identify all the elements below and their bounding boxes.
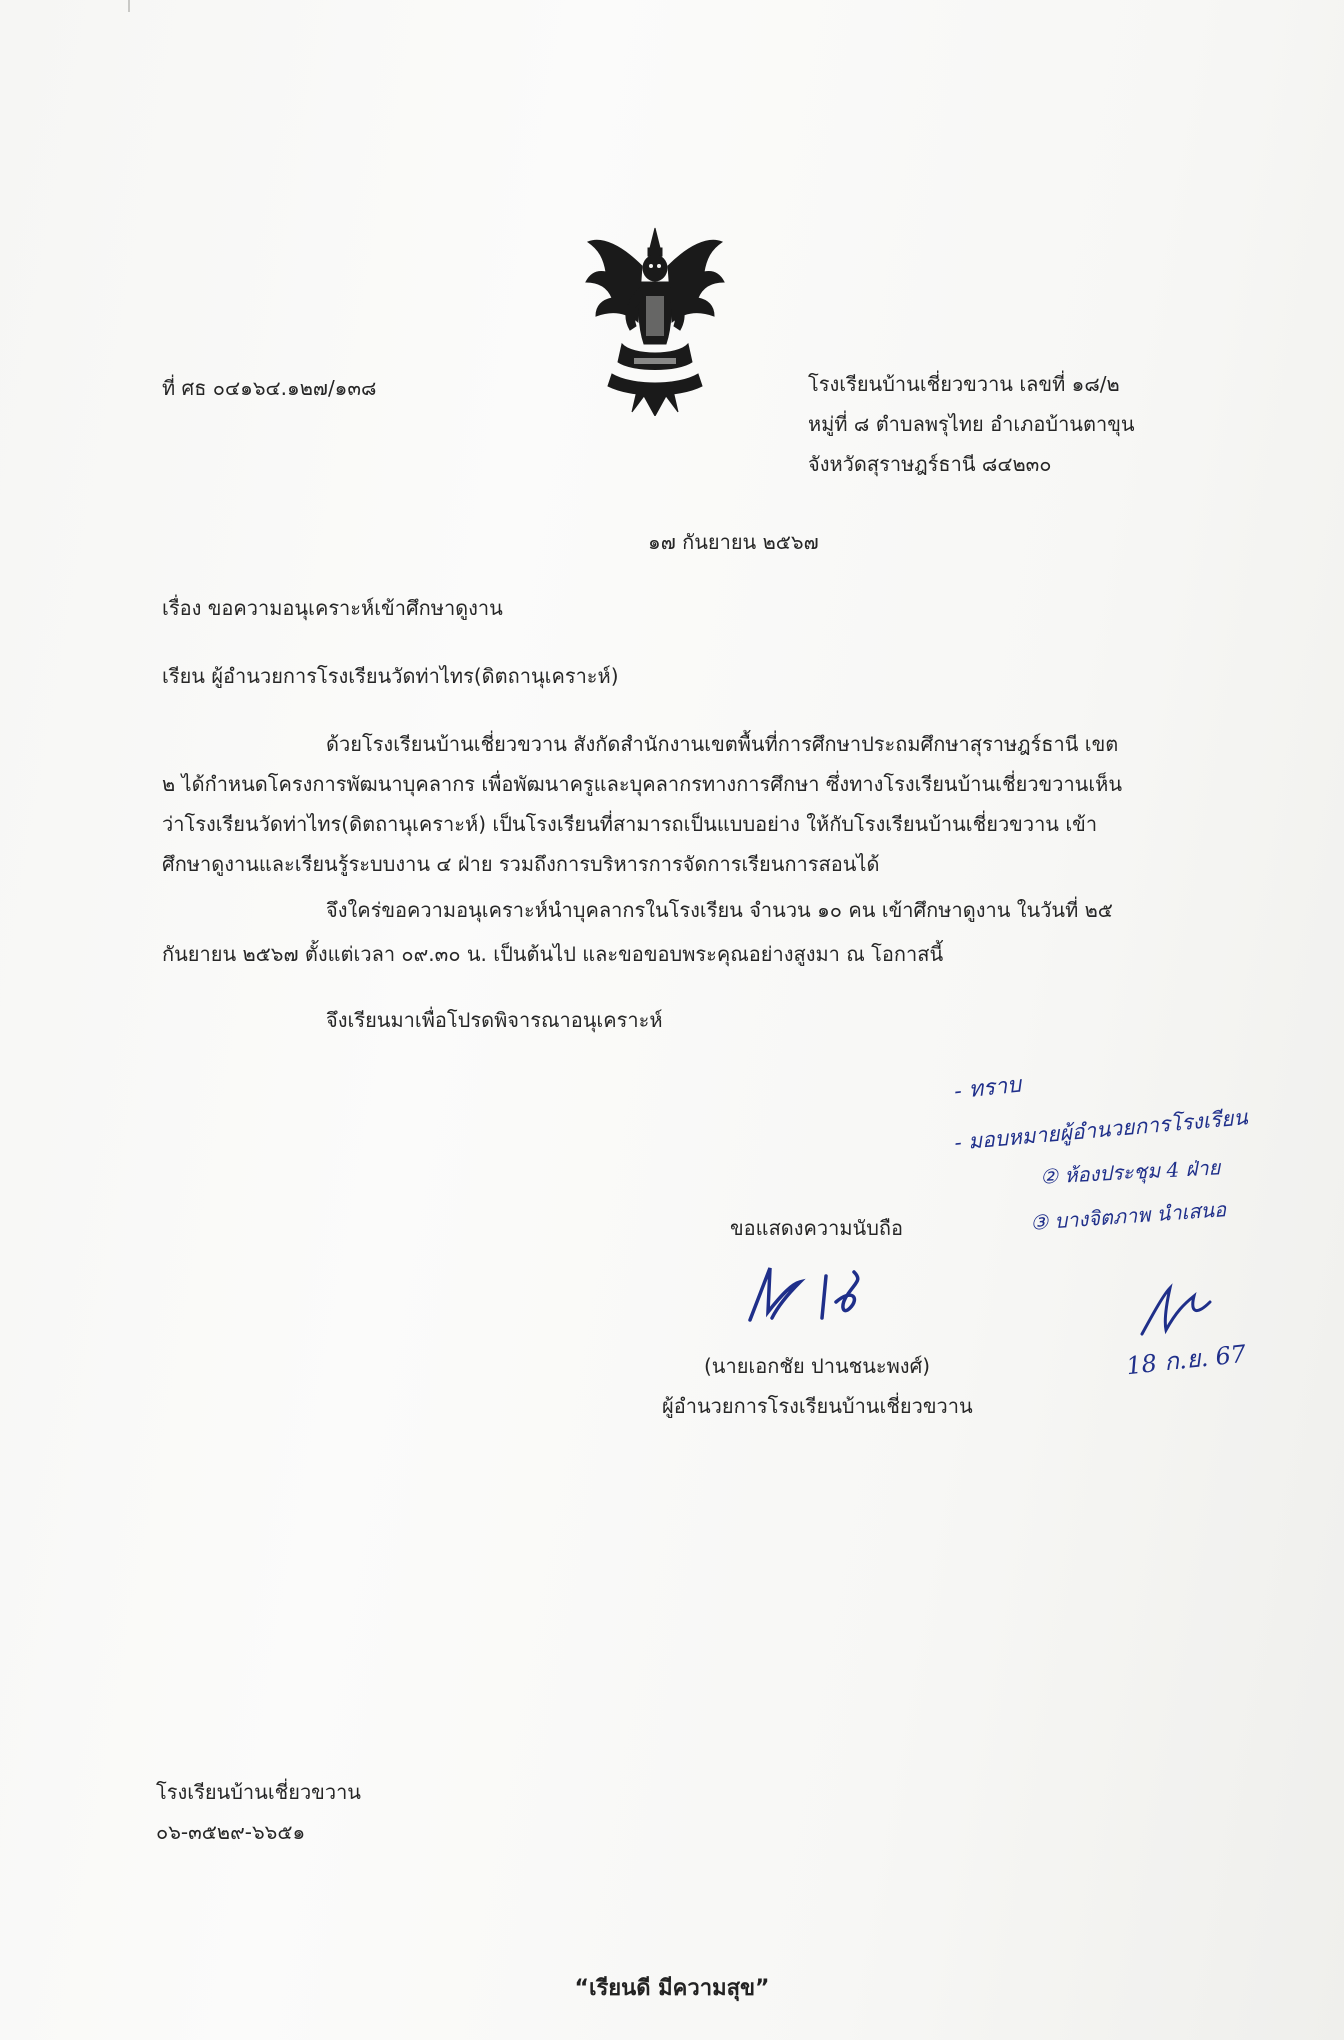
body-line-1: ด้วยโรงเรียนบ้านเชี่ยวขวาน สังกัดสำนักงานเขตพื้นที่การศึกษาประถมศึกษาสุราษฎร์ธานี เขต: [326, 732, 1119, 756]
body-line-7: จึงเรียนมาเพื่อโปรดพิจารณาอนุเคราะห์: [326, 1008, 663, 1032]
sender-address-line-2: หมู่ที่ ๘ ตำบลพรุไทย อำเภอบ้านตาขุน: [808, 412, 1135, 436]
footer-phone: ๐๖-๓๕๒๙-๖๖๕๑: [156, 1820, 306, 1844]
body-line-2: ๒ ได้กำหนดโครงการพัฒนาบุคลากร เพื่อพัฒนาครูและบุคลากรทางการศึกษา ซึ่งทางโรงเรียนบ้านเชี่ยวขวานเห็น: [162, 772, 1123, 796]
sender-address-line-1: โรงเรียนบ้านเชี่ยวขวาน เลขที่ ๑๘/๒: [808, 372, 1120, 396]
signer-position: ผู้อำนวยการโรงเรียนบ้านเชี่ยวขวาน: [662, 1394, 973, 1418]
garuda-emblem-icon: [582, 226, 728, 416]
school-motto: “เรียนดี มีความสุข”: [574, 1976, 770, 2001]
body-line-6: กันยายน ๒๕๖๗ ตั้งแต่เวลา ๐๙.๓๐ น. เป็นต้นไป และขอขอบพระคุณอย่างสูงมา ณ โอกาสนี้: [162, 942, 944, 966]
letter-date: ๑๗ กันยายน ๒๕๖๗: [648, 530, 819, 554]
approver-signature-icon: [1136, 1282, 1216, 1342]
signer-name: (นายเอกชัย ปานชนะพงศ์): [704, 1354, 931, 1378]
reference-number: ที่ ศธ ๐๔๑๖๔.๑๒๗/๑๓๘: [162, 376, 377, 400]
letter-subject: เรื่อง ขอความอนุเคราะห์เข้าศึกษาดูงาน: [162, 596, 503, 620]
closing-text: ขอแสดงความนับถือ: [730, 1216, 904, 1240]
footer-organization: โรงเรียนบ้านเชี่ยวขวาน: [156, 1780, 361, 1804]
sender-address-line-3: จังหวัดสุราษฎร์ธานี ๘๔๒๓๐: [808, 452, 1052, 476]
body-line-3: ว่าโรงเรียนวัดท่าไทร(ดิตถานุเคราะห์) เป็นโรงเรียนที่สามารถเป็นแบบอย่าง ให้กับโรงเรียนบ้านเชี่ยวขวาน เข้า: [162, 812, 1098, 836]
handwritten-date: 18 ก.ย. 67: [1124, 1339, 1248, 1381]
body-line-4: ศึกษาดูงานและเรียนรู้ระบบงาน ๔ ฝ่าย รวมถึงการบริหารการจัดการเรียนการสอนได้: [162, 852, 880, 876]
handwritten-note-line-2: - มอบหมายผู้อำนวยการโรงเรียน: [953, 1105, 1249, 1155]
handwritten-note-line-3: ② ห้องประชุม 4 ฝ่าย: [1039, 1155, 1221, 1189]
handwritten-note-line-1: - ทราบ: [952, 1072, 1023, 1105]
signer-signature-icon: [742, 1258, 882, 1330]
paper-edge: [128, 0, 130, 12]
handwritten-note-line-4: ③ บางจิตภาพ นำเสนอ: [1029, 1197, 1227, 1235]
body-line-5: จึงใคร่ขอความอนุเคราะห์นำบุคลากรในโรงเรียน จำนวน ๑๐ คน เข้าศึกษาดูงาน ในวันที่ ๒๕: [326, 898, 1113, 922]
letter-recipient: เรียน ผู้อำนวยการโรงเรียนวัดท่าไทร(ดิตถานุเคราะห์): [162, 664, 619, 688]
